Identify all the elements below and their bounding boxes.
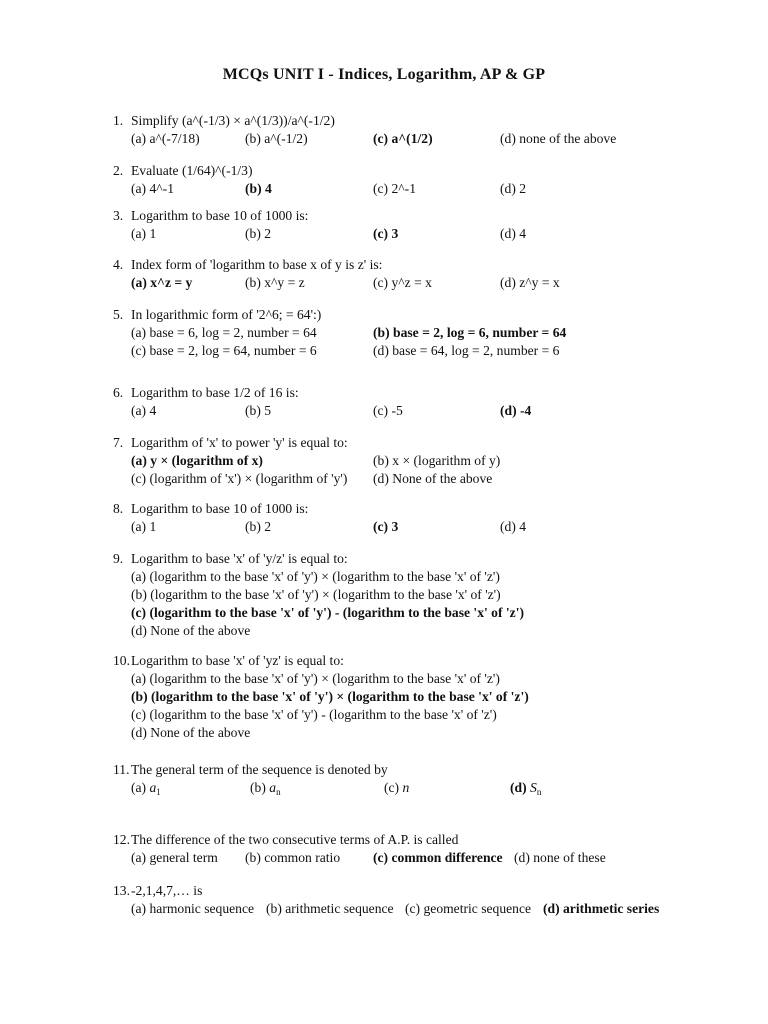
option-a: (a) 1 xyxy=(131,226,157,241)
question-number: 2. xyxy=(113,163,124,178)
question-number: 12. xyxy=(113,832,130,847)
option-c-correct: (c) a^(1/2) xyxy=(373,131,433,146)
option-d: (d) 4 xyxy=(500,226,527,241)
question-number: 13. xyxy=(113,883,130,898)
option-b: (b) 5 xyxy=(245,403,272,418)
question-number: 1. xyxy=(113,113,124,128)
option-b: (b) common ratio xyxy=(245,850,341,865)
option-b: (b) 2 xyxy=(245,226,272,241)
math-subscript: n xyxy=(276,787,281,797)
option-c: (c) y^z = x xyxy=(373,275,432,290)
question-text: Logarithm to base 1/2 of 16 is: xyxy=(131,385,299,400)
option-a: (a) harmonic sequence xyxy=(131,901,255,916)
question-text: In logarithmic form of '2^6; = 64':) xyxy=(131,307,322,322)
option-a: (a) a^(-7/18) xyxy=(131,131,200,146)
option-b: (b) x^y = z xyxy=(245,275,305,290)
option-label: (a) xyxy=(131,780,147,795)
question-6 xyxy=(0,384,768,420)
question-8 xyxy=(0,500,768,536)
option-c: (c) -5 xyxy=(373,403,403,418)
option-label: (c) xyxy=(384,780,400,795)
option-a: (a) 4^-1 xyxy=(131,181,174,196)
question-text: The general term of the sequence is denoted by xyxy=(131,762,388,777)
math-variable: S xyxy=(530,780,537,795)
option-a: (a) (logarithm to the base 'x' of 'y') × (logarithm to the base 'x' of 'z') xyxy=(131,671,500,686)
option-c-correct: (c) (logarithm to the base 'x' of 'y') - (logarithm to the base 'x' of 'z') xyxy=(131,605,525,620)
question-3 xyxy=(0,207,768,243)
question-number: 5. xyxy=(113,307,124,322)
question-4 xyxy=(0,256,768,292)
question-13 xyxy=(0,882,768,918)
option-d: (d) None of the above xyxy=(131,725,251,740)
option-b: (b) 2 xyxy=(245,519,272,534)
option-d: (d) None of the above xyxy=(373,471,493,486)
option-a xyxy=(131,779,161,801)
option-d-correct: (d) arithmetic series xyxy=(543,901,660,916)
option-a: (a) base = 6, log = 2, number = 64 xyxy=(131,325,317,340)
question-number: 4. xyxy=(113,257,124,272)
question-12 xyxy=(0,831,768,867)
option-d: (d) None of the above xyxy=(131,623,251,638)
option-a: (a) (logarithm to the base 'x' of 'y') × (logarithm to the base 'x' of 'z') xyxy=(131,569,500,584)
math-subscript: n xyxy=(536,787,542,797)
question-text: Logarithm to base 'x' of 'yz' is equal to: xyxy=(131,653,344,668)
option-label: (b) xyxy=(250,780,266,795)
option-d: (d) 2 xyxy=(500,181,527,196)
math-variable: a xyxy=(269,780,277,795)
option-b xyxy=(250,779,281,801)
math-variable: a xyxy=(149,780,157,795)
math-variable: n xyxy=(402,780,410,795)
option-d-correct xyxy=(510,779,541,801)
option-c xyxy=(384,779,409,797)
question-text: Logarithm of 'x' to power 'y' is equal to: xyxy=(131,435,348,450)
option-a-correct: (a) x^z = y xyxy=(131,275,193,290)
question-text: The difference of the two consecutive terms of A.P. is called xyxy=(131,832,459,847)
question-text: Logarithm to base 10 of 1000 is: xyxy=(131,208,309,223)
question-number: 8. xyxy=(113,501,124,516)
option-c: (c) 2^-1 xyxy=(373,181,416,196)
option-d: (d) none of these xyxy=(514,850,606,865)
question-text: Index form of 'logarithm to base x of y is z' is: xyxy=(131,257,383,272)
option-c-correct: (c) 3 xyxy=(373,226,399,241)
question-text: -2,1,4,7,… is xyxy=(131,883,203,898)
option-c: (c) geometric sequence xyxy=(405,901,532,916)
question-number: 6. xyxy=(113,385,124,400)
question-number: 7. xyxy=(113,435,124,450)
option-c: (c) (logarithm to the base 'x' of 'y') - (logarithm to the base 'x' of 'z') xyxy=(131,707,497,722)
option-c-correct: (c) 3 xyxy=(373,519,399,534)
option-d-correct: (d) -4 xyxy=(500,403,532,418)
math-subscript: 1 xyxy=(156,787,161,797)
question-number: 3. xyxy=(113,208,124,223)
question-text: Logarithm to base 10 of 1000 is: xyxy=(131,501,309,516)
option-d: (d) base = 64, log = 2, number = 6 xyxy=(373,343,560,358)
question-number: 9. xyxy=(113,551,124,566)
option-d: (d) none of the above xyxy=(500,131,617,146)
question-9 xyxy=(0,550,768,640)
question-text: Logarithm to base 'x' of 'y/z' is equal to: xyxy=(131,551,348,566)
question-number: 10. xyxy=(113,653,130,668)
page-title: MCQs UNIT I - Indices, Logarithm, AP & GP xyxy=(222,66,546,83)
option-b: (b) arithmetic sequence xyxy=(266,901,394,916)
option-b: (b) (logarithm to the base 'x' of 'y') × (logarithm to the base 'x' of 'z') xyxy=(131,587,501,602)
option-c-correct: (c) common difference xyxy=(373,850,503,865)
option-a: (a) 4 xyxy=(131,403,157,418)
question-11 xyxy=(0,761,768,797)
question-number: 11. xyxy=(113,762,130,777)
question-text: Evaluate (1/64)^(-1/3) xyxy=(131,163,253,178)
option-b: (b) a^(-1/2) xyxy=(245,131,308,146)
question-text: Simplify (a^(-1/3) × a^(1/3))/a^(-1/2) xyxy=(131,113,335,128)
question-1 xyxy=(0,112,768,148)
option-b: (b) x × (logarithm of y) xyxy=(373,453,501,468)
option-b-correct: (b) base = 2, log = 6, number = 64 xyxy=(373,325,567,340)
option-c: (c) base = 2, log = 64, number = 6 xyxy=(131,343,317,358)
option-d: (d) z^y = x xyxy=(500,275,560,290)
question-10 xyxy=(0,652,768,742)
option-b-correct: (b) (logarithm to the base 'x' of 'y') × (logarithm to the base 'x' of 'z') xyxy=(131,689,529,704)
option-b-correct: (b) 4 xyxy=(245,181,272,196)
question-5 xyxy=(0,306,768,360)
option-a: (a) 1 xyxy=(131,519,157,534)
option-a: (a) general term xyxy=(131,850,218,865)
question-2 xyxy=(0,162,768,198)
option-a-correct: (a) y × (logarithm of x) xyxy=(131,453,263,468)
option-c: (c) (logarithm of 'x') × (logarithm of 'y') xyxy=(131,471,348,486)
option-d: (d) 4 xyxy=(500,519,527,534)
option-label: (d) xyxy=(510,780,527,795)
question-7 xyxy=(0,434,768,488)
